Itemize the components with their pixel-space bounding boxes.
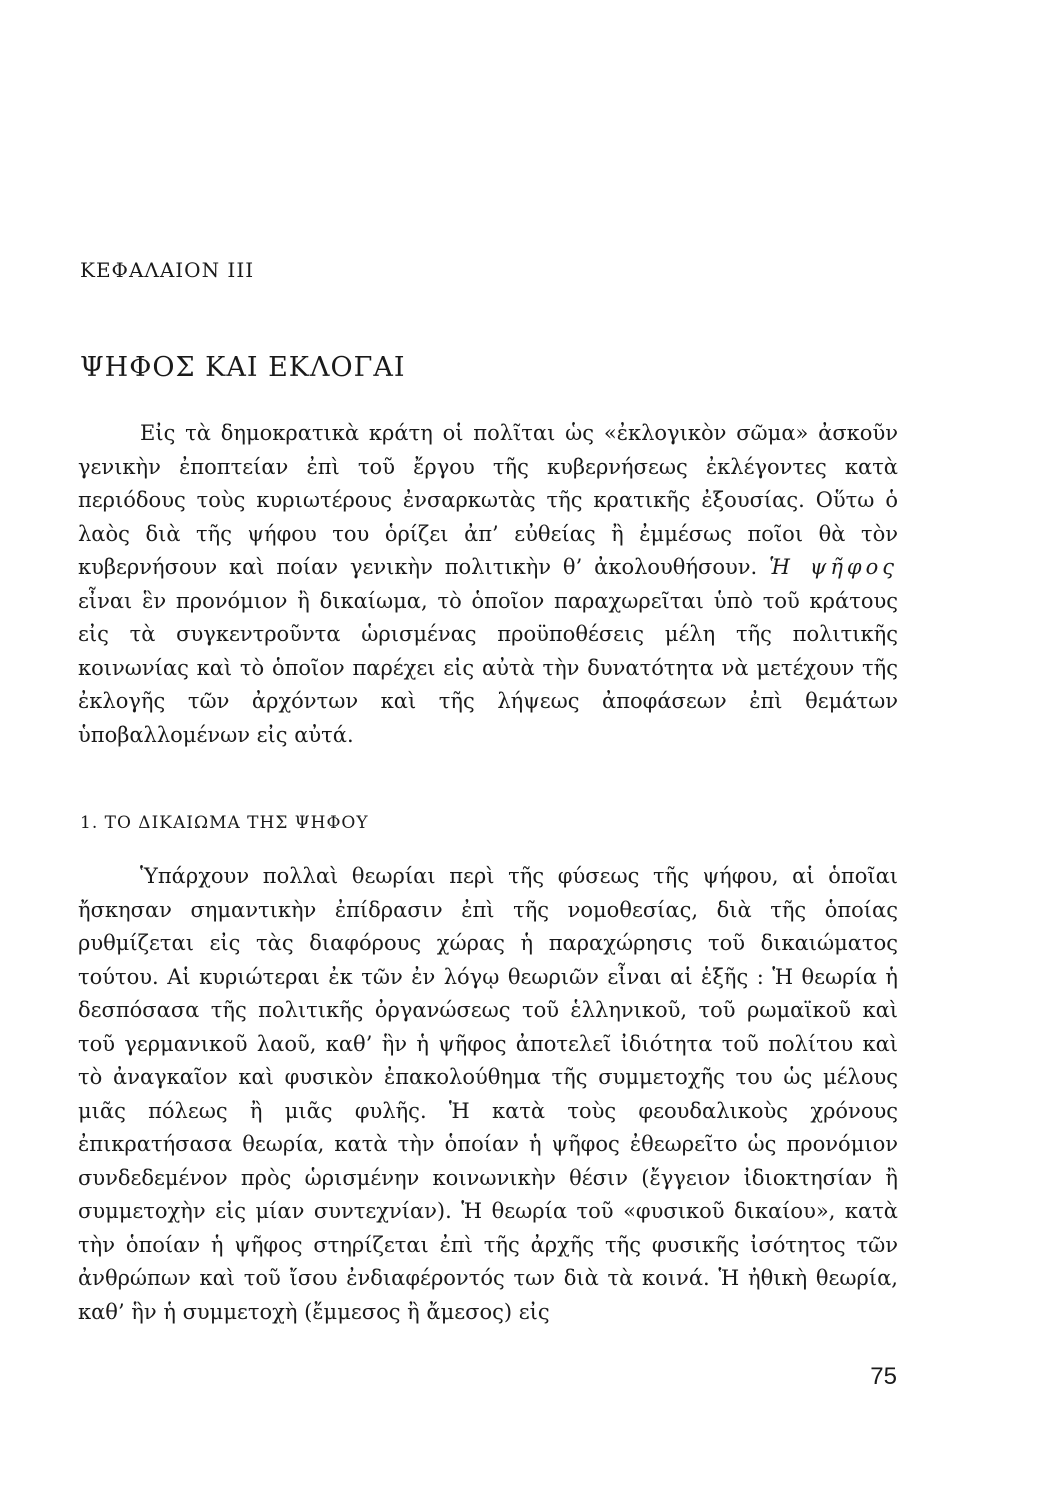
intro-paragraph (78, 417, 898, 752)
chapter-title: ΨΗΦΟΣ ΚΑΙ ΕΚΛΟΓΑΙ (80, 352, 406, 383)
section-heading: 1. ΤΟ ΔΙΚΑΙΩΜΑ ΤΗΣ ΨΗΦΟΥ (80, 813, 369, 833)
emphasis-term: Ἡ ψῆφος (769, 555, 899, 579)
intro-text-before: Εἰς τὰ δημοκρατικὰ κράτη οἱ πολῖται ὡς «ἐκλογικὸν σῶμα» ἀσκοῦν γενικὴν ἐποπτείαν ἐπὶ τοῦ ἔργου τῆς κυβερνήσεως ἐκλέγοντες κατὰ περιόδους τοὺς κυριωτέρους ἐνσαρκωτὰς τῆς κρατικῆς ἐξουσίας. Οὕτω ὁ λαὸς διὰ τῆς ψήφου του ὁρίζει ἀπ’ εὐθείας ἢ ἐμμέσως ποῖοι θὰ τὸν κυβερνήσουν καὶ ποίαν γενικὴν πολιτικὴν θ’ ἀκολουθήσουν. (78, 421, 898, 579)
chapter-heading: ΚΕΦΑΛΑΙΟΝ III (80, 258, 255, 282)
intro-text-after: εἶναι ἓν προνόμιον ἢ δικαίωμα, τὸ ὁποῖον παραχωρεῖται ὑπὸ τοῦ κράτους εἰς τὰ συγκεντροῦντα ὡρισμένας προϋποθέσεις μέλη τῆς πολιτικῆς κοινωνίας καὶ τὸ ὁποῖον παρέχει εἰς αὐτὰ τὴν δυνατότητα νὰ μετέχουν τῆς ἐκλογῆς τῶν ἀρχόντων καὶ τῆς λήψεως ἀποφάσεων ἐπὶ θεμάτων ὑποβαλλομένων εἰς αὐτά. (78, 588, 898, 747)
page-number: 75 (870, 1363, 897, 1390)
section-paragraph: Ὑπάρχουν πολλαὶ θεωρίαι περὶ τῆς φύσεως τῆς ψήφου, αἱ ὁποῖαι ἤσκησαν σημαντικὴν ἐπίδρασιν ἐπὶ τῆς νομοθεσίας, διὰ τῆς ὁποίας ρυθμίζεται εἰς τὰς διαφόρους χώρας ἡ παραχώρησις τοῦ δικαιώματος τούτου. Αἱ κυριώτεραι ἐκ τῶν ἐν λόγῳ θεωριῶν εἶναι αἱ ἑξῆς : Ἡ θεωρία ἡ δεσπόσασα τῆς πολιτικῆς ὀργανώσεως τοῦ ἑλληνικοῦ, τοῦ ρωμαϊκοῦ καὶ τοῦ γερμανικοῦ λαοῦ, καθ’ ἣν ἡ ψῆφος ἀποτελεῖ ἰδιότητα τοῦ πολίτου καὶ τὸ ἀναγκαῖον καὶ φυσικὸν ἐπακολούθημα τῆς συμμετοχῆς του ὡς μέλους μιᾶς πόλεως ἢ μιᾶς φυλῆς. Ἡ κατὰ τοὺς φεουδαλικοὺς χρόνους ἐπικρατήσασα θεωρία, κατὰ τὴν ὁποίαν ἡ ψῆφος ἐθεωρεῖτο ὡς προνόμιον συνδεδεμένον πρὸς ὡρισμένην κοινωνικὴν θέσιν (ἔγγειον ἰδιοκτησίαν ἢ συμμετοχὴν εἰς μίαν συντεχνίαν). Ἡ θεωρία τοῦ «φυσικοῦ δικαίου», κατὰ τὴν ὁποίαν ἡ ψῆφος στηρίζεται ἐπὶ τῆς ἀρχῆς τῆς φυσικῆς ἰσότητος τῶν ἀνθρώπων καὶ τοῦ ἴσου ἐνδιαφέροντός των διὰ τὰ κοινά. Ἡ ἠθικὴ θεωρία, καθ’ ἣν ἡ συμμετοχὴ (ἔμμεσος ἢ ἄμεσος) εἰς (78, 864, 898, 1324)
